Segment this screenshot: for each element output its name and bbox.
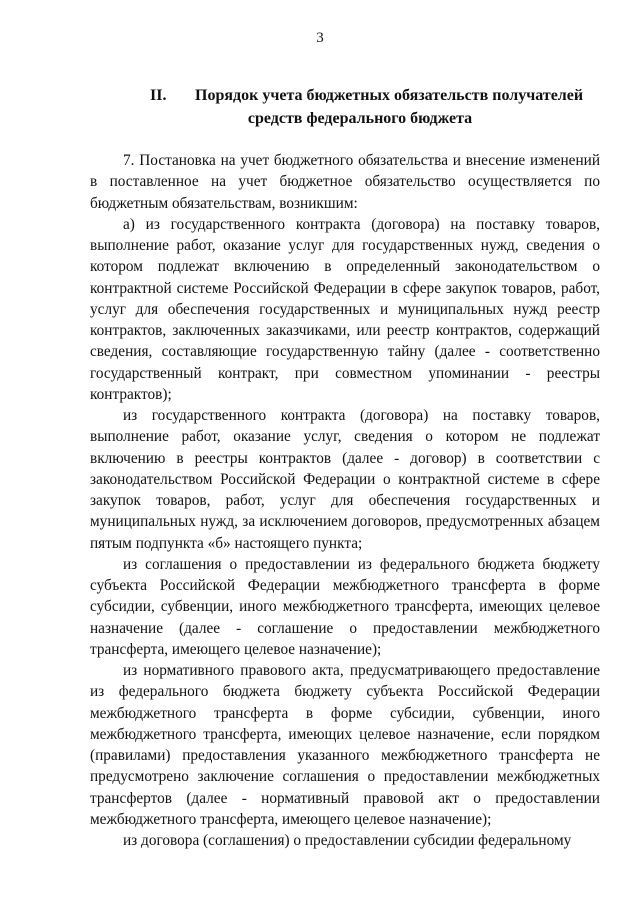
paragraph-transfer-agreement: из соглашения о предоставлении из федерального бюджета бюджету субъекта Российской Федерации межбюджетного трансферта в форме субсидии, субвенции, иного межбюджетного трансферта, имеющих целевое назначение (далее - соглашение о предоставлении межбюджетного трансферта, имеющего целевое назначение);: [90, 555, 600, 658]
paragraph-7-intro: 7. Постановка на учет бюджетного обязательства и внесение изменений в поставленное на учет бюджетное обязательство осуществляется по бюджетным обязательствам, возникшим:: [90, 152, 600, 212]
heading-title-line-1: Порядок учета бюджетных обязательств получателей: [195, 87, 584, 104]
page-number: 3: [316, 30, 324, 46]
paragraph-contract-not-in-registry: из государственного контракта (договора) на поставку товаров, выполнение работ, оказание услуг, сведения о котором не подлежат включению в реестры контрактов (далее - договор) в соответствии с законодательством Российской Федерации о контрактной системе в сфере закупок товаров, работ, услуг для обеспечения государственных и муниципальных нужд, за исключением договоров, предусмотренных абзацем пятым подпункта «б» настоящего пункта;: [90, 407, 600, 552]
heading-title-line-2: средств федерального бюджета: [247, 110, 473, 127]
paragraph-subsidy-agreement: из договора (соглашения) о предоставлении субсидии федеральному: [123, 832, 572, 849]
section-heading: [90, 84, 590, 130]
body-text: [90, 150, 600, 851]
paragraph-a-state-contract: а) из государственного контракта (договора) на поставку товаров, выполнение работ, оказание услуг для государственных нужд, сведения о котором подлежат включению в определенный законодательством о контрактной системе Российской Федерации в сфере закупок товаров, работ, услуг для обеспечения государственных и муниципальных нужд реестр контрактов, заключенных заказчиками, или реестр контрактов, содержащий сведения, составляющие государственную тайну (далее - соответственно государственный контракт, при совместном упоминании - реестры контрактов);: [90, 215, 600, 403]
paragraph-normative-act: из нормативного правового акта, предусматривающего предоставление из федерального бюджета бюджету субъекта Российской Федерации межбюджетного трансферта в форме субсидии, субвенции, иного межбюджетного трансферта, имеющих целевое назначение, если порядком (правилами) предоставления указанного межбюджетного трансферта не предусмотрено заключение соглашения о предоставлении межбюджетных трансфертов (далее - нормативный правовой акт о предоставлении межбюджетного трансферта, имеющего целевое назначение);: [90, 662, 600, 828]
heading-line-1: [90, 84, 590, 107]
section-number: II.: [150, 87, 167, 104]
